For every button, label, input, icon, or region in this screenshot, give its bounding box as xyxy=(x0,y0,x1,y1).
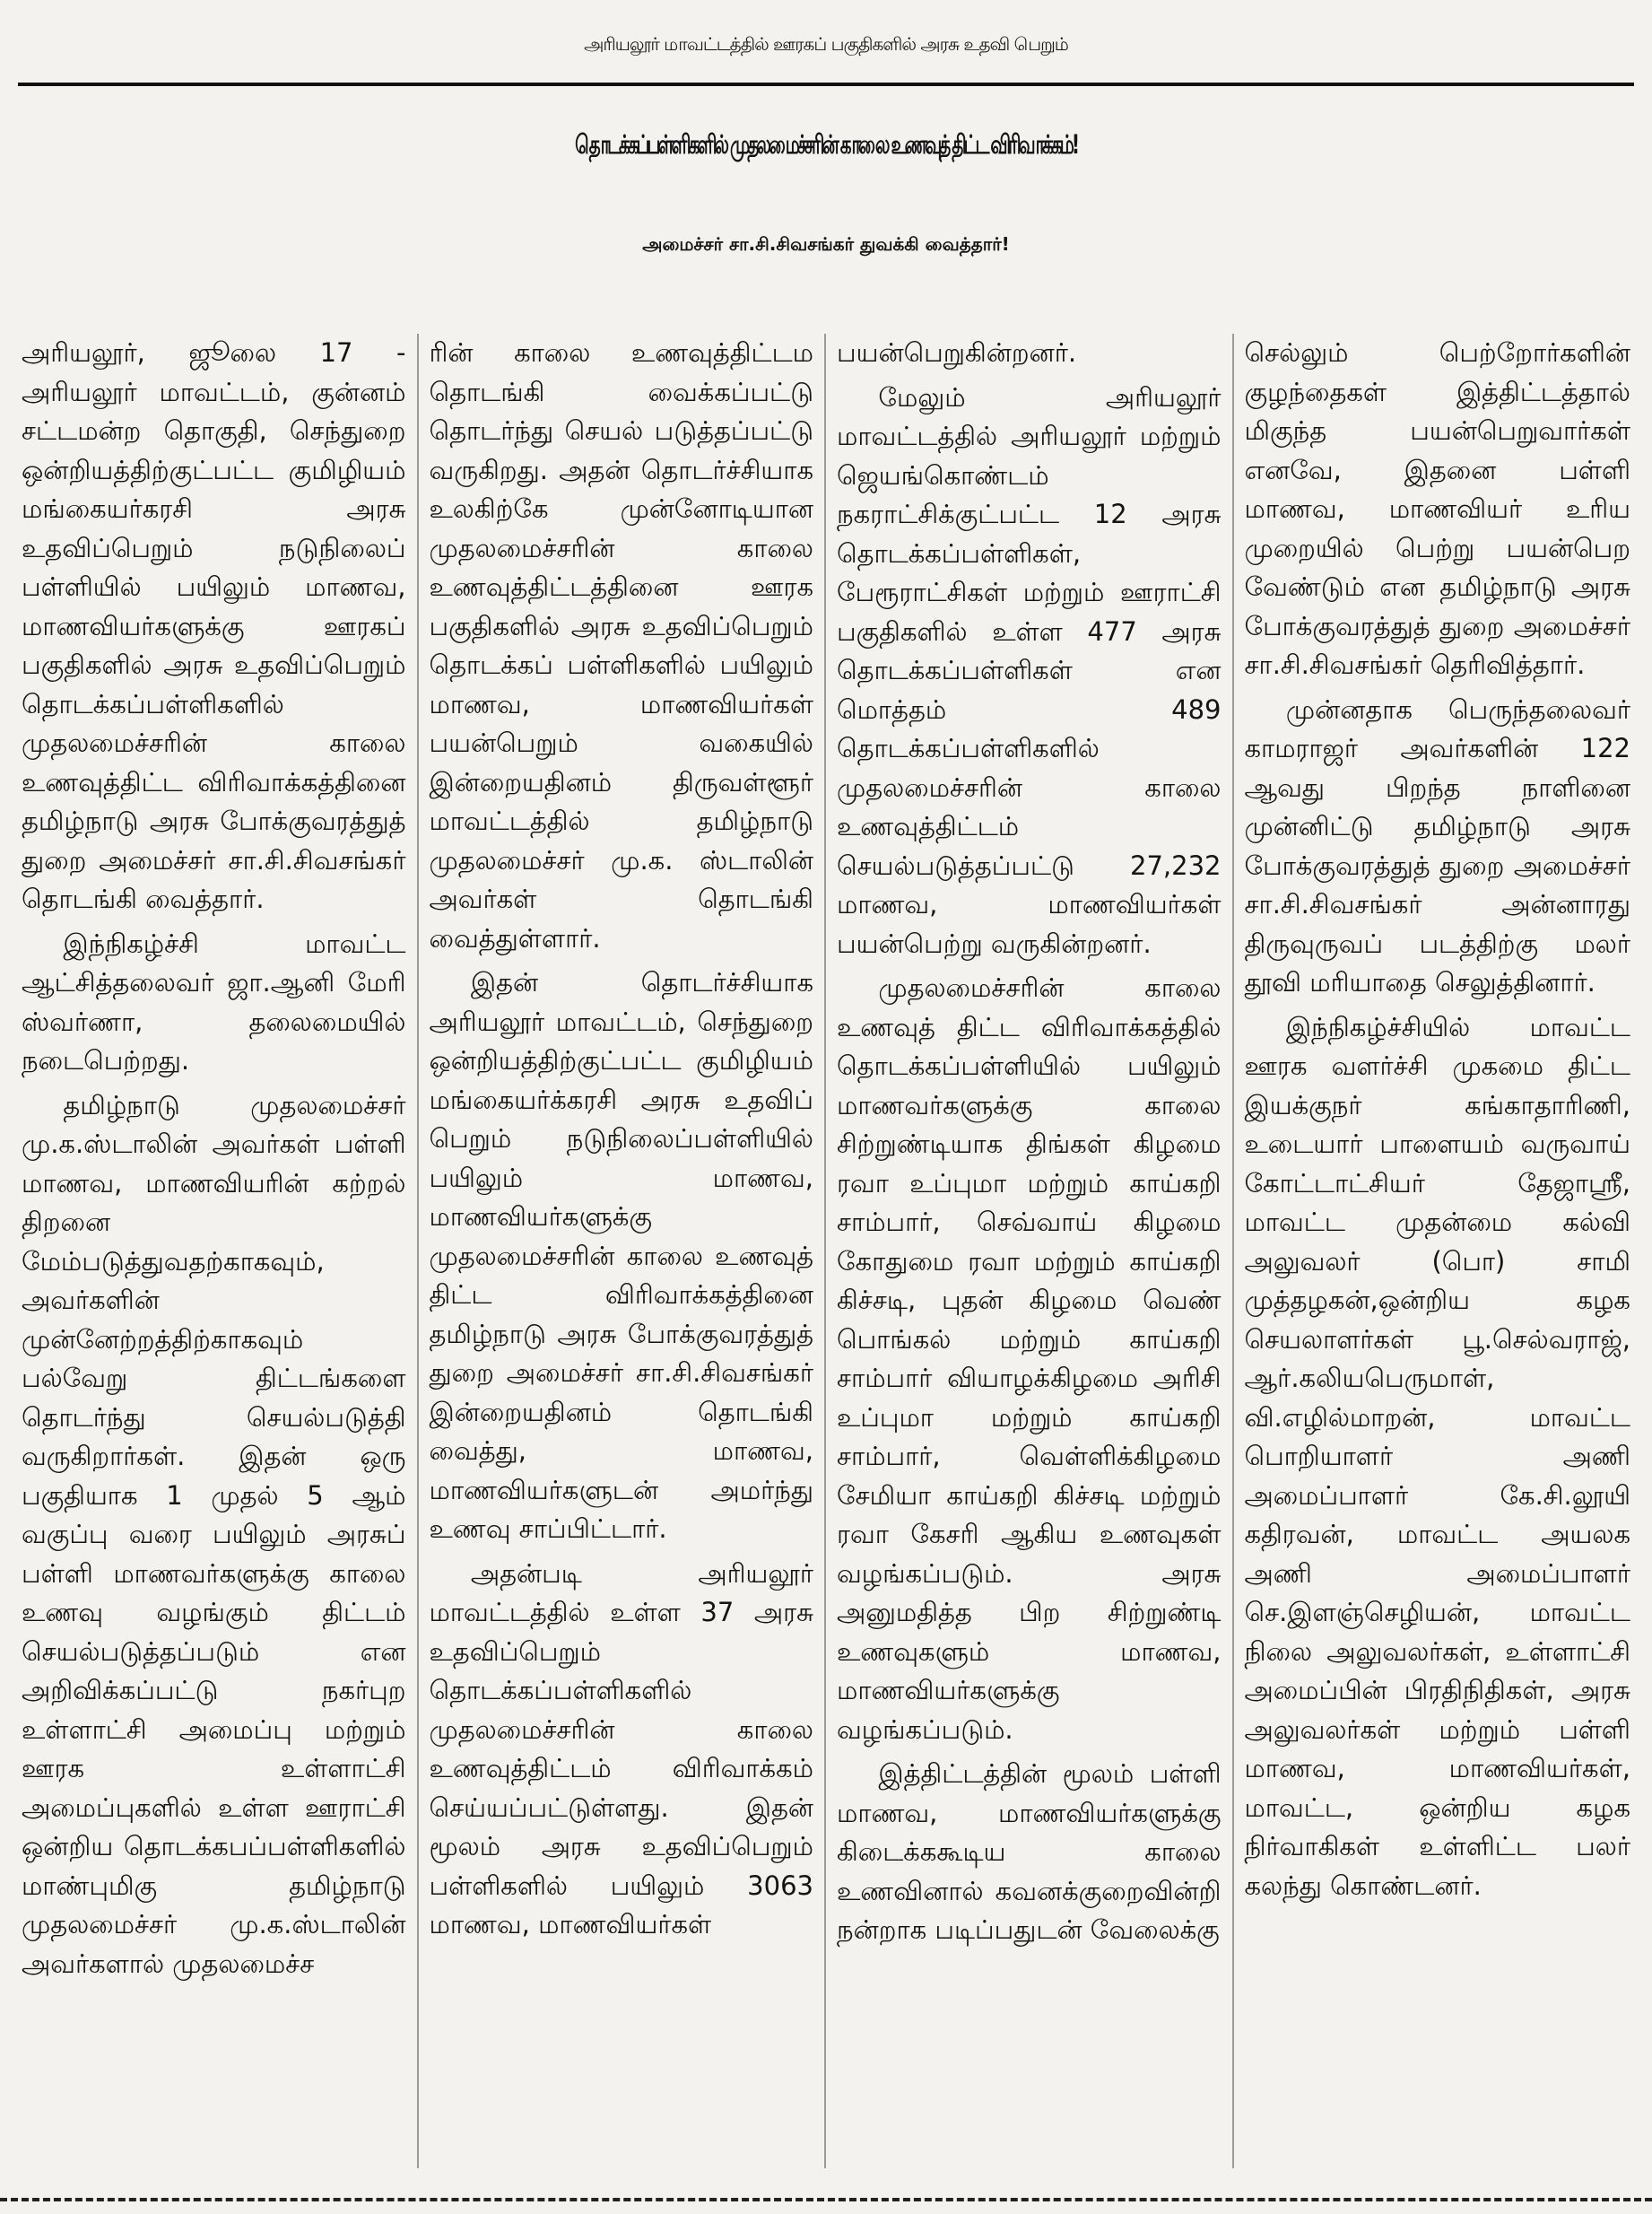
article-paragraph: முன்னதாக பெருந்தலைவர் காமராஜர் அவர்களின் 122 ஆவது பிறந்த நாளினை முன்னிட்டு தமிழ்நாடு அரசு போக்குவரத்துத் துறை அமைச்சர் சா.சி.சிவசங்கர் அன்னாரது திருவுருவப் படத்திற்கு மலர் தூவி மரியாதை செலுத்தினார். xyxy=(1244,693,1630,998)
article-paragraph: இத்திட்டத்தின் மூலம் பள்ளி மாணவ, மாணவியர்களுக்கு கிடைக்ககூடிய காலை உணவினால் கவனக்குறைவின்றி நன்றாக படிப்பதுடன் வேலைக்கு xyxy=(837,1758,1222,1945)
cut-line xyxy=(0,2198,1652,2201)
article-column-2 xyxy=(419,334,827,2168)
article-paragraph: ரின் காலை உணவுத்திட்டம தொடங்கி வைக்கப்பட்டு தொடர்ந்து செயல் படுத்தப்பட்டு வருகிறது. அதன் தொடர்ச்சியாக உலகிற்கே முன்னோடியான முதலமைச்சரின் காலை உணவுத்திட்டத்தினை ஊரக பகுதிகளில் அரசு உதவிப்பெறும் தொடக்கப் பள்ளிகளில் பயிலும் மாணவ, மாணவியர்கள் பயன்பெறும் வகையில் இன்றையதினம் திருவள்ளூர் மாவட்டத்தில் தமிழ்நாடு முதலமைச்சர் மு.க. ஸ்டாலின் அவர்கள் தொடங்கி வைத்துள்ளார். xyxy=(429,337,813,954)
article-paragraph: செல்லும் பெற்றோர்களின் குழந்தைகள் இத்திட்டத்தால் மிகுந்த பயன்பெறுவார்கள் எனவே, இதனை பள்ளி மாணவ, மாணவியர் உரிய முறையில் பெற்று பயன்பெற வேண்டும் என தமிழ்நாடு அரசு போக்குவரத்துத் துறை அமைச்சர் சா.சி.சிவசங்கர் தெரிவித்தார். xyxy=(1244,337,1630,680)
article-column-1 xyxy=(11,334,419,2168)
article-paragraph: பயன்பெறுகின்றனர். xyxy=(837,337,1077,368)
article-column-4 xyxy=(1234,334,1642,2168)
kicker-headline: அரியலூர் மாவட்டத்தில் ஊரகப் பகுதிகளில் அரசு உதவி பெறும் xyxy=(584,33,1068,55)
newspaper-clipping xyxy=(0,9,1652,2214)
article-paragraph: இதன் தொடர்ச்சியாக அரியலூர் மாவட்டம், செந்துறை ஒன்றியத்திற்குட்பட்ட குமிழியம் மங்கையர்க்கரசி அரசு உதவிப் பெறும் நடுநிலைப்பள்ளியில் பயிலும் மாணவ, மாணவியர்களுக்கு முதலமைச்சரின் காலை உணவுத் திட்ட விரிவாக்கத்தினை தமிழ்நாடு அரசு போக்குவரத்துத் துறை அமைச்சர் சா.சி.சிவசங்கர் இன்றையதினம் தொடங்கி வைத்து, மாணவ, மாணவியர்களுடன் அமர்ந்து உணவு சாப்பிட்டார். xyxy=(429,967,813,1544)
sub-headline: அமைச்சர் சா.சி.சிவசங்கர் துவக்கி வைத்தார்! xyxy=(642,233,1010,255)
article-paragraph: இந்நிகழ்ச்சியில் மாவட்ட ஊரக வளர்ச்சி முகமை திட்ட இயக்குநர் கங்காதாரிணி, உடையார் பாளையம் வருவாய் கோட்டாட்சியர் தேஜாஸ்ரீ, மாவட்ட முதன்மை கல்வி அலுவலர் (பொ) சாமி முத்தழகன்,ஒன்றிய கழக செயலாளர்கள் பூ.செல்வராஜ், ஆர்.கலியபெருமாள், வி.எழில்மாறன், மாவட்ட பொறியாளர் அணி அமைப்பாளர் கே.சி.லூயி கதிரவன், மாவட்ட அயலக அணி அமைப்பாளர் செ.இளஞ்செழியன், மாவட்ட நிலை அலுவலர்கள், உள்ளாட்சி அமைப்பின் பிரதிநிதிகள், அரசு அலுவலர்கள் மற்றும் பள்ளி மாணவ, மாணவியர்கள், மாவட்ட, ஒன்றிய கழக நிர்வாகிகள் உள்ளிட்ட பலர் கலந்து கொண்டனர். xyxy=(1244,1011,1630,1901)
article-paragraph: இந்நிகழ்ச்சி மாவட்ட ஆட்சித்தலைவர் ஜா.ஆனி மேரி ஸ்வர்ணா, தலைமையில் நடைபெற்றது. xyxy=(22,928,406,1076)
article-paragraph: தமிழ்நாடு முதலமைச்சர் மு.க.ஸ்டாலின் அவர்கள் பள்ளி மாணவ, மாணவியரின் கற்றல் திறனை மேம்படுத்துவதற்காகவும், அவர்களின் முன்னேற்றத்திற்காகவும் பல்வேறு திட்டங்களை தொடர்ந்து செயல்படுத்தி வருகிறார்கள். இதன் ஒரு பகுதியாக 1 முதல் 5 ஆம் வகுப்பு வரை பயிலும் அரசுப் பள்ளி மாணவர்களுக்கு காலை உணவு வழங்கும் திட்டம் செயல்படுத்தப்படும் என அறிவிக்கப்பட்டு நகர்புற உள்ளாட்சி அமைப்பு மற்றும் ஊரக உள்ளாட்சி அமைப்புகளில் உள்ள ஊராட்சி ஒன்றிய தொடக்கபப்பள்ளிகளில் மாண்புமிகு தமிழ்நாடு முதலமைச்சர் மு.க.ஸ்டாலின் அவர்களால் முதலமைச்ச xyxy=(22,1089,406,1979)
main-headline: தொடக்கப்பள்ளிகளில் முதலமைச்சரின் காலை உணவுத் திட்ட விரிவாக்கம்! xyxy=(575,128,1077,161)
article-body xyxy=(11,334,1641,2168)
article-paragraph: முதலமைச்சரின் காலை உணவுத் திட்ட விரிவாக்கத்தில் தொடக்கப்பள்ளியில் பயிலும் மாணவர்களுக்கு காலை சிற்றுண்டியாக திங்கள் கிழமை ரவா உப்புமா மற்றும் காய்கறி சாம்பார், செவ்வாய் கிழமை கோதுமை ரவா மற்றும் காய்கறி கிச்சடி, புதன் கிழமை வெண் பொங்கல் மற்றும் காய்கறி சாம்பார் வியாழக்கிழமை அரிசி உப்புமா மற்றும் காய்கறி சாம்பார், வெள்ளிக்கிழமை சேமியா காய்கறி கிச்சடி மற்றும் ரவா கேசரி ஆகிய உணவுகள் வழங்கப்படும். அரசு அனுமதித்த பிற சிற்றுண்டி உணவுகளும் மாணவ, மாணவியர்களுக்கு வழங்கப்படும். xyxy=(837,972,1222,1745)
article-paragraph: மேலும் அரியலூர் மாவட்டத்தில் அரியலூர் மற்றும் ஜெயங்கொண்டம் நகராட்சிக்குட்பட்ட 12 அரசு தொடக்கப்பள்ளிகள், பேரூராட்சிகள் மற்றும் ஊராட்சி பகுதிகளில் உள்ள 477 அரசு தொடக்கப்பள்ளிகள் என மொத்தம் 489 தொடக்கப்பள்ளிகளில் முதலமைச்சரின் காலை உணவுத்திட்டம் செயல்படுத்தப்பட்டு 27,232 மாணவ, மாணவியர்கள் பயன்பெற்று வருகின்றனர். xyxy=(837,381,1222,959)
article-paragraph: அதன்படி அரியலூர் மாவட்டத்தில் உள்ள 37 அரசு உதவிப்பெறும் தொடக்கப்பள்ளிகளில் முதலமைச்சரின் காலை உணவுத்திட்டம் விரிவாக்கம் செய்யப்பட்டுள்ளது. இதன் மூலம் அரசு உதவிப்பெறும் பள்ளிகளில் பயிலும் 3063 மாணவ, மாணவியர்கள் xyxy=(429,1557,813,1939)
article-paragraph: அரியலூர், ஜூலை 17 - அரியலூர் மாவட்டம், குன்னம் சட்டமன்ற தொகுதி, செந்துறை ஒன்றியத்திற்குட்பட்ட குமிழியம் மங்கையர்கரசி அரசு உதவிப்பெறும் நடுநிலைப் பள்ளியில் பயிலும் மாணவ, மாணவியர்களுக்கு ஊரகப் பகுதிகளில் அரசு உதவிப்பெறும் தொடக்கப்பள்ளிகளில் முதலமைச்சரின் காலை உணவுத்திட்ட விரிவாக்கத்தினை தமிழ்நாடு அரசு போக்குவரத்துத் துறை அமைச்சர் சா.சி.சிவசங்கர் தொடங்கி வைத்தார். xyxy=(22,337,406,914)
article-column-3 xyxy=(826,334,1234,2168)
